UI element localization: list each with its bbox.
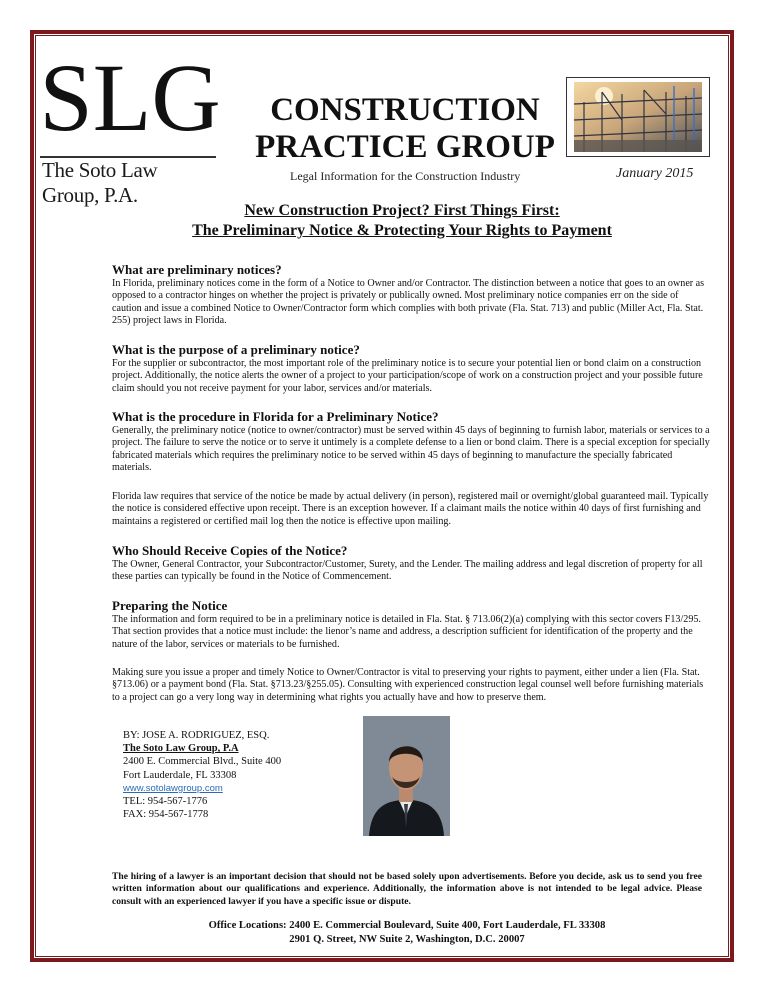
- section-paragraph: Making sure you issue a proper and timely Notice to Owner/Contractor is vital to preserving your rights to payment, either under a lien (Fla. Stat. §713.06) or a payment bond (Fla. Stat. §713.23/§255.05). Consulting with experienced construction legal counsel well before furnishing materials to a project can go a very long way in determining what rights you actually have and how to preserve them.: [112, 667, 704, 703]
- section-paragraph: Generally, the preliminary notice (notice to owner/contractor) must be served within 45 days of beginning to furnish labor, materials or services to a project. The failure to serve the notice or to serve it untimely is a complete defense to a lien or bond claim. There is a special exception for specially fabricated materials which requires the preliminary notice to be served within 45 days of beginning to manufacture the specially fabricated materials.: [112, 425, 710, 474]
- article-title-line1: New Construction Project? First Things First:: [244, 202, 560, 219]
- slg-logo-mark: [39, 44, 221, 154]
- contact-tel: TEL: 954-567-1776: [123, 796, 208, 808]
- author-line: BY: JOSE A. RODRIGUEZ, ESQ.: [123, 730, 270, 741]
- office-line2: 2901 Q. Street, NW Suite 2, Washington, D.C. 20007: [289, 933, 525, 945]
- contact-address-line1: 2400 E. Commercial Blvd., Suite 400: [123, 756, 282, 768]
- newsletter-subtitle: Legal Information for the Construction Industry: [290, 169, 521, 183]
- section-heading-who-receives: Who Should Receive Copies of the Notice?: [112, 543, 348, 558]
- contact-address-line2: Fort Lauderdale, FL 33308: [123, 769, 237, 781]
- office-locations: [112, 919, 702, 946]
- logo-firm-name: The Soto Law Group, P.A.: [42, 158, 158, 207]
- newsletter-title-line1: CONSTRUCTION: [270, 92, 540, 128]
- newsletter-date: January 2015: [616, 166, 694, 181]
- section-heading-preparing: Preparing the Notice: [112, 598, 228, 613]
- newsletter-title-line2: PRACTICE GROUP: [255, 129, 555, 165]
- section-paragraph: For the supplier or subcontractor, the most important role of the preliminary notice is to secure your potential lien or bond claim on a construction project. Additionally, the notice alerts the owner of a project to your participation/scope of work on a construction project and your possible future claim should you not receive payment for your labor, services and/or materials.: [112, 358, 703, 394]
- article-title: [112, 201, 692, 241]
- contact-block: [123, 729, 281, 821]
- section-heading-procedure: What is the procedure in Florida for a Preliminary Notice?: [112, 409, 439, 424]
- section-paragraph: The information and form required to be in a preliminary notice is detailed in Fla. Stat. § 713.06(2)(a) complying with this sector covers F13/295. That section provides that a notice must include: the lienor’s name and address, a description sufficient for identification of the property and the nature of the labor, services or materials to be furnished.: [112, 614, 701, 650]
- section-heading-what-are: What are preliminary notices?: [112, 262, 282, 277]
- section-paragraph: In Florida, preliminary notices come in the form of a Notice to Owner and/or Contractor. The distinction between a notice that goes to an owner as opposed to a contractor hinges on whether the project is privately or publically owned. Most preliminary notice companies err on the side of caution and issue a combined Notice to Owner/Contractor form which complies with both private (Fla. Stat. 713) and public (Miller Act, Fla. Stat. 255) project laws in Florida.: [112, 278, 705, 327]
- article-title-line2: The Preliminary Notice & Protecting Your Rights to Payment: [192, 222, 612, 239]
- construction-photo: [566, 77, 710, 157]
- construction-site-photo-icon: [574, 82, 702, 152]
- website-link[interactable]: www.sotolawgroup.com: [123, 782, 223, 794]
- section-paragraph: The Owner, General Contractor, your Subcontractor/Customer, Surety, and the Lender. The mailing address and legal discretion of property for all these parties can typically be found in the Notice of Commencement.: [112, 559, 703, 583]
- legal-disclaimer: The hiring of a lawyer is an important decision that should not be based solely upon advertisements. Before you decide, ask us to send you free written information about our qualifications and experience. Additionally, the information above is not intended to be legal advice. Please consult with an experienced lawyer if you have a specific issue or dispute.: [112, 871, 702, 907]
- contact-fax: FAX: 954-567-1778: [123, 809, 209, 821]
- attorney-portrait-icon: [363, 716, 450, 836]
- office-line1: Office Locations: 2400 E. Commercial Boulevard, Suite 400, Fort Lauderdale, FL 33308: [208, 920, 606, 931]
- section-heading-purpose: What is the purpose of a preliminary notice?: [112, 342, 360, 357]
- attorney-portrait: [363, 716, 450, 836]
- section-paragraph: Florida law requires that service of the notice be made by actual delivery (in person), registered mail or overnight/global guaranteed mail. Typically the notice is considered effective upon receipt. There is an exception however. If a claimant mails the notice within 40 days of first furnishing and maintains a registered or certified mail log then the notice is effective upon mailing.: [112, 491, 709, 527]
- firm-logo: [39, 44, 221, 207]
- newsletter-title: [240, 92, 570, 166]
- logo-mark-text: SLG: [39, 44, 221, 151]
- contact-firm-name: The Soto Law Group, P.A: [123, 743, 239, 755]
